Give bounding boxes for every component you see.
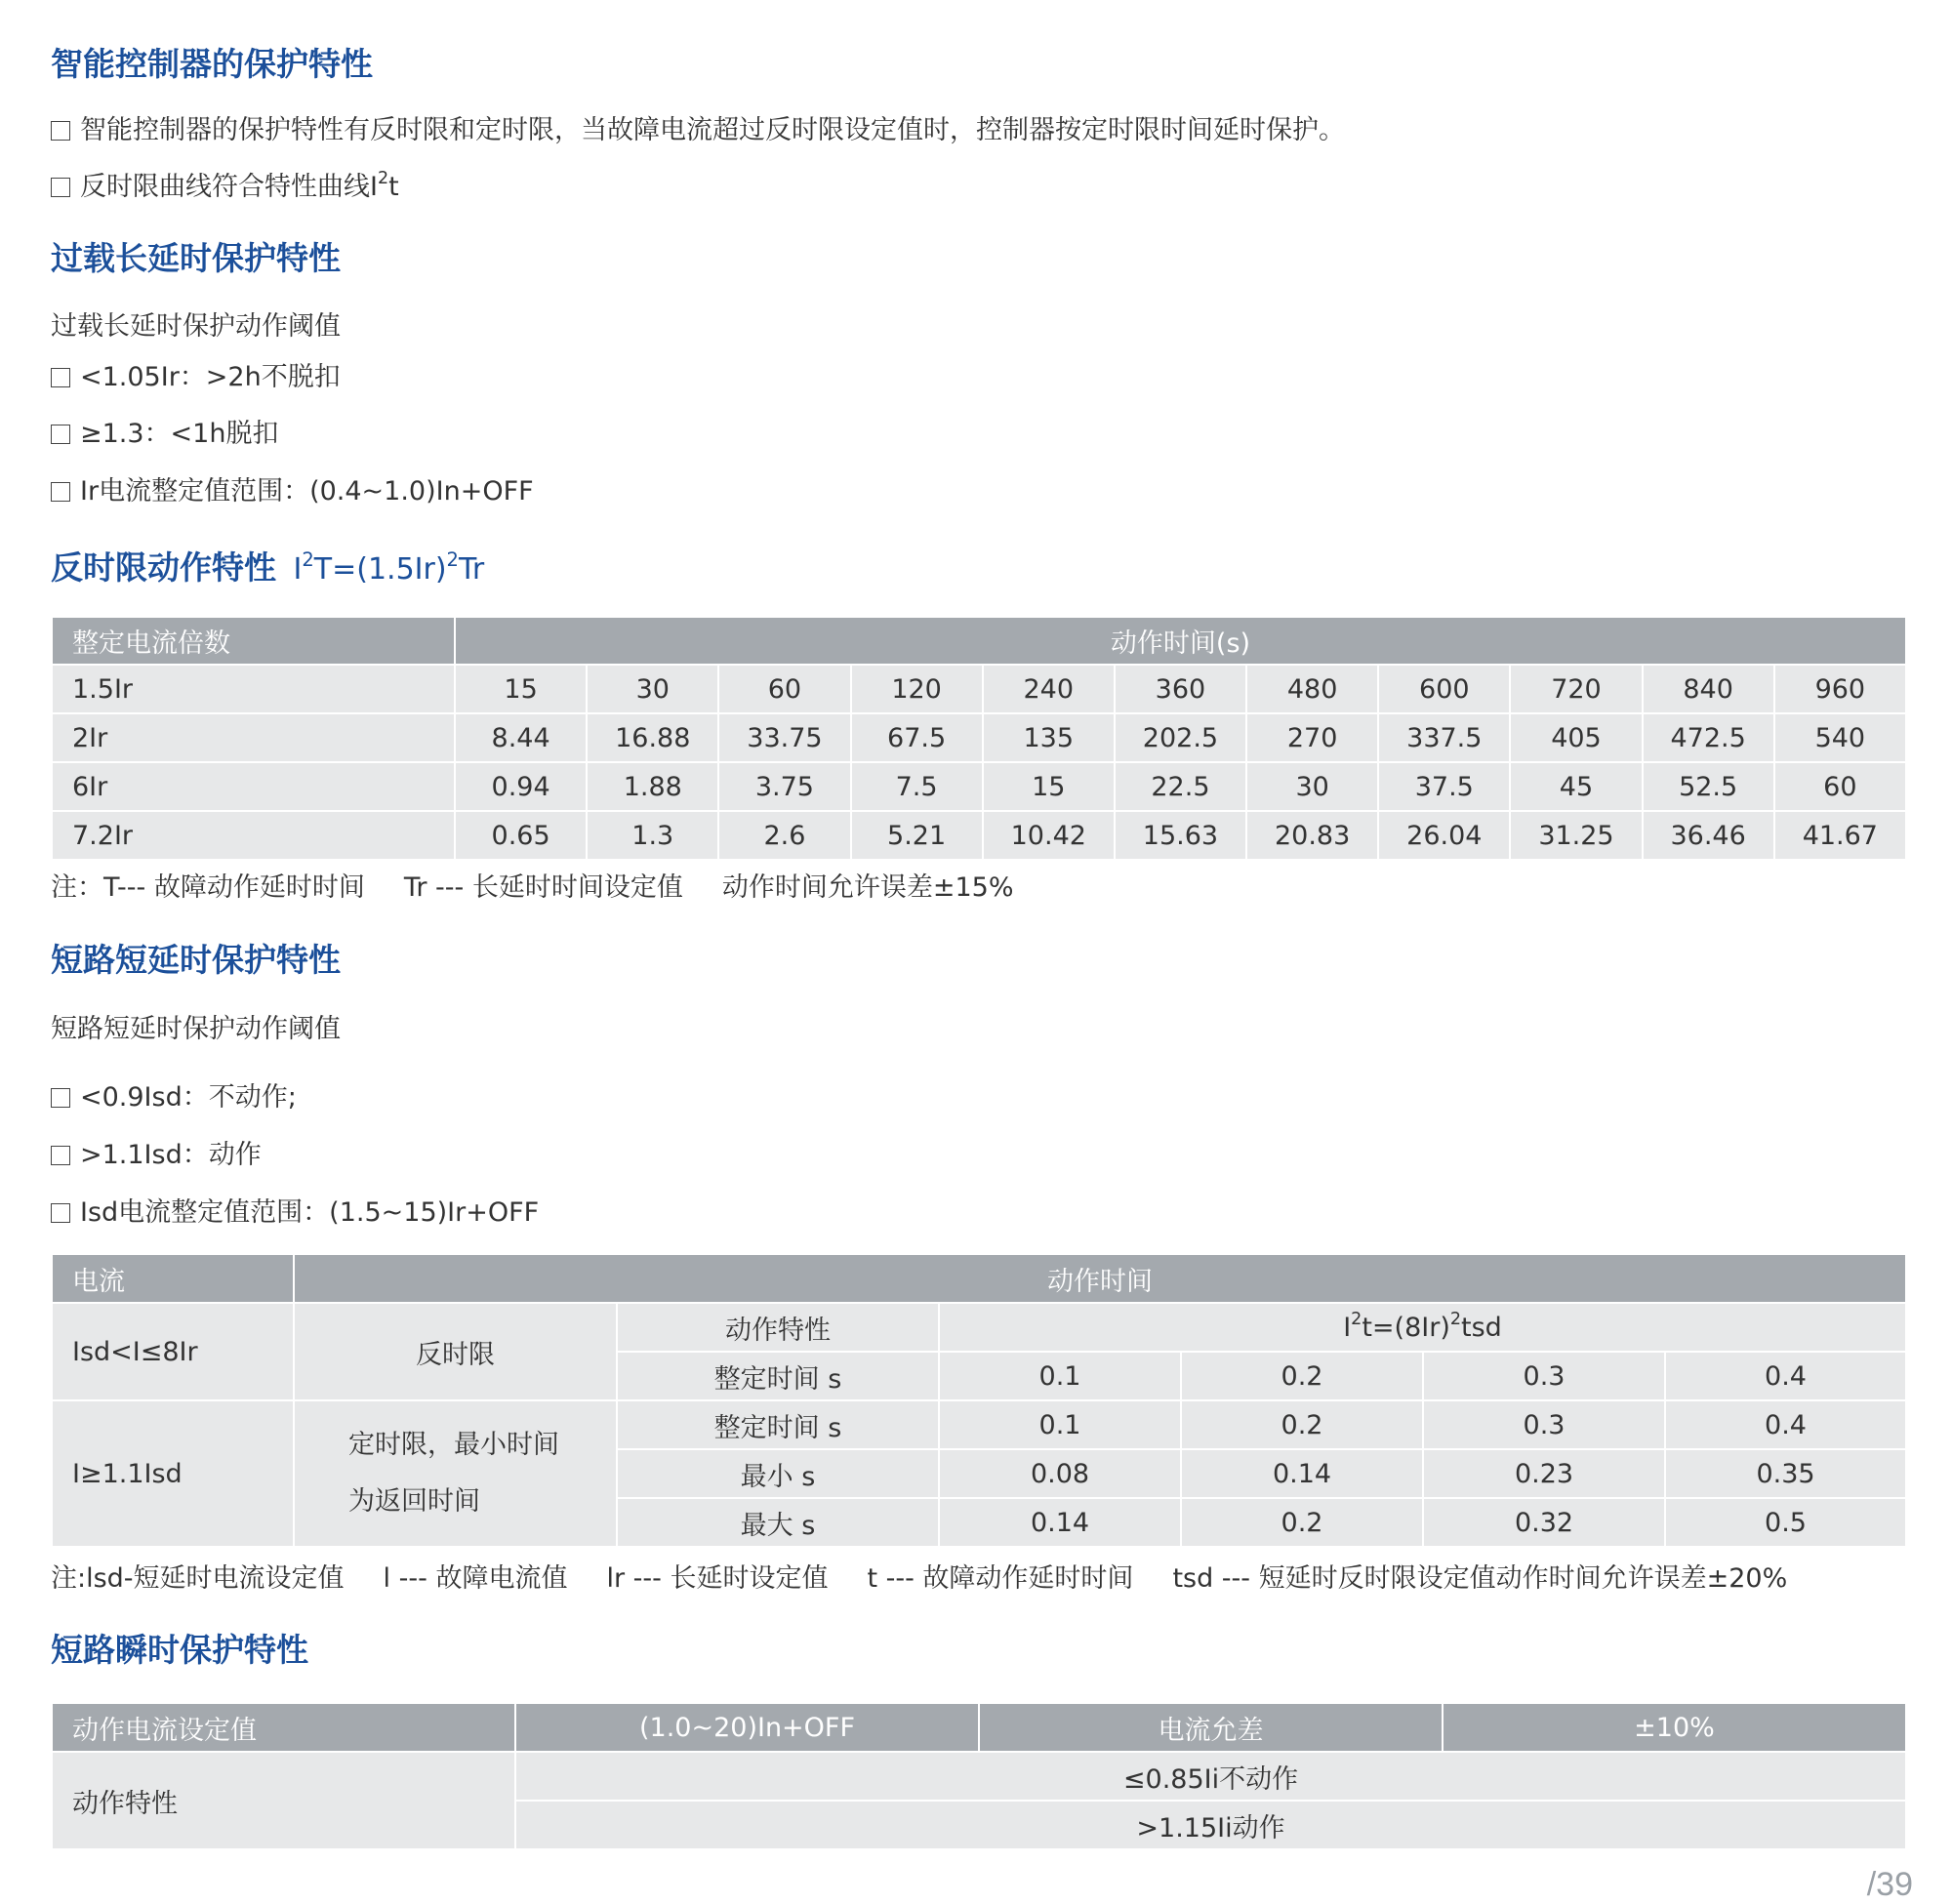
- page-number: /39: [1866, 1866, 1913, 1903]
- table-row: 6Ir 0.94 1.88 3.75 7.5 15 22.5 30 37.5 45 52.5 60: [52, 762, 1906, 811]
- table-header: (1.0~20)In+OFF: [515, 1703, 979, 1752]
- checkbox-icon: [51, 482, 70, 502]
- table-header: ±10%: [1443, 1703, 1906, 1752]
- section-title-protection: 智能控制器的保护特性: [51, 45, 373, 83]
- checkbox-icon: [51, 425, 70, 444]
- inverse-time-table: [51, 616, 1907, 861]
- formula: $I^2T=(1.5Ir)^2Tr$: [293, 548, 485, 587]
- section-title-short-delay: 短路短延时保护特性: [51, 941, 341, 979]
- checkbox-icon: [51, 1203, 70, 1223]
- instantaneous-table: [51, 1702, 1907, 1850]
- table-header: 动作时间: [294, 1254, 1906, 1303]
- checkbox-icon: [51, 121, 70, 141]
- table-row: Isd<I≤8Ir 反时限 动作特性 $I^2t=(8Ir)^2tsd$: [52, 1303, 1906, 1352]
- table-row: 2Ir 8.44 16.88 33.75 67.5 135 202.5 270 337.5 405 472.5 540: [52, 713, 1906, 762]
- table-row: I≥1.1Isd 定时限，最小时间 为返回时间 整定时间 s 0.1 0.2 0.3 0.4: [52, 1400, 1906, 1449]
- section-subtitle: 过载长延时保护动作阈值: [51, 311, 341, 342]
- checkbox-icon: [51, 1088, 70, 1108]
- section-subtitle: 短路短延时保护动作阈值: [51, 1014, 341, 1044]
- table-row: >1.15Ii动作: [52, 1801, 1906, 1849]
- table-row: 1.5Ir 15 30 60 120 240 360 480 600 720 840 960: [52, 665, 1906, 713]
- table-header: 动作电流设定值: [52, 1703, 515, 1752]
- table-header: 整定电流倍数: [52, 617, 455, 665]
- table-note: 注:lsd-短延时电流设定值 l --- 故障电流值 lr --- 长延时设定值 t --- 故障动作延时时间 tsd --- 短延时反时限设定值动作时间允许误差±20%: [51, 1563, 1788, 1594]
- bullet-item: 反时限曲线符合特性曲线$I^2t$: [51, 171, 399, 204]
- bullet-item: 智能控制器的保护特性有反时限和定时限，当故障电流超过反时限设定值时，控制器按定时限时间延时保护。: [51, 114, 1345, 147]
- table-row: 整定时间 s 0.1 0.2 0.3 0.4: [52, 1352, 1906, 1400]
- table-row: 最小 s 0.08 0.14 0.23 0.35: [52, 1449, 1906, 1498]
- bullet-item: Ir电流整定值范围：(0.4~1.0)In+OFF: [51, 475, 534, 508]
- section-title-overload: 过载长延时保护特性: [51, 239, 341, 277]
- formula: $I^2t=(8Ir)^2tsd$: [939, 1303, 1906, 1352]
- section-title-instantaneous: 短路瞬时保护特性: [51, 1631, 308, 1669]
- table-row: 动作特性 ≤0.85Ii不动作: [52, 1752, 1906, 1801]
- short-delay-table: [51, 1253, 1907, 1548]
- table-header: 电流: [52, 1254, 294, 1303]
- bullet-item: <1.05Ir：>2h不脱扣: [51, 361, 341, 394]
- bullet-item: Isd电流整定值范围：(1.5~15)Ir+OFF: [51, 1196, 539, 1230]
- bullet-item: ≥1.3：<1h脱扣: [51, 418, 278, 451]
- table-row: 7.2Ir 0.65 1.3 2.6 5.21 10.42 15.63 20.83 26.04 31.25 36.46 41.67: [52, 811, 1906, 860]
- table-row: 最大 s 0.14 0.2 0.32 0.5: [52, 1498, 1906, 1547]
- bullet-item: >1.1Isd：动作: [51, 1139, 262, 1172]
- table-note: 注：T--- 故障动作延时时间 Tr --- 长延时时间设定值 动作时间允许误差±15%: [51, 872, 1014, 903]
- checkbox-icon: [51, 368, 70, 387]
- section-title-inverse-time: 反时限动作特性 $I^2T=(1.5Ir)^2Tr$: [51, 548, 485, 587]
- checkbox-icon: [51, 178, 70, 197]
- table-header: 动作时间(s): [455, 617, 1906, 665]
- bullet-item: <0.9Isd：不动作;: [51, 1081, 297, 1114]
- checkbox-icon: [51, 1146, 70, 1165]
- table-header: 电流允差: [979, 1703, 1443, 1752]
